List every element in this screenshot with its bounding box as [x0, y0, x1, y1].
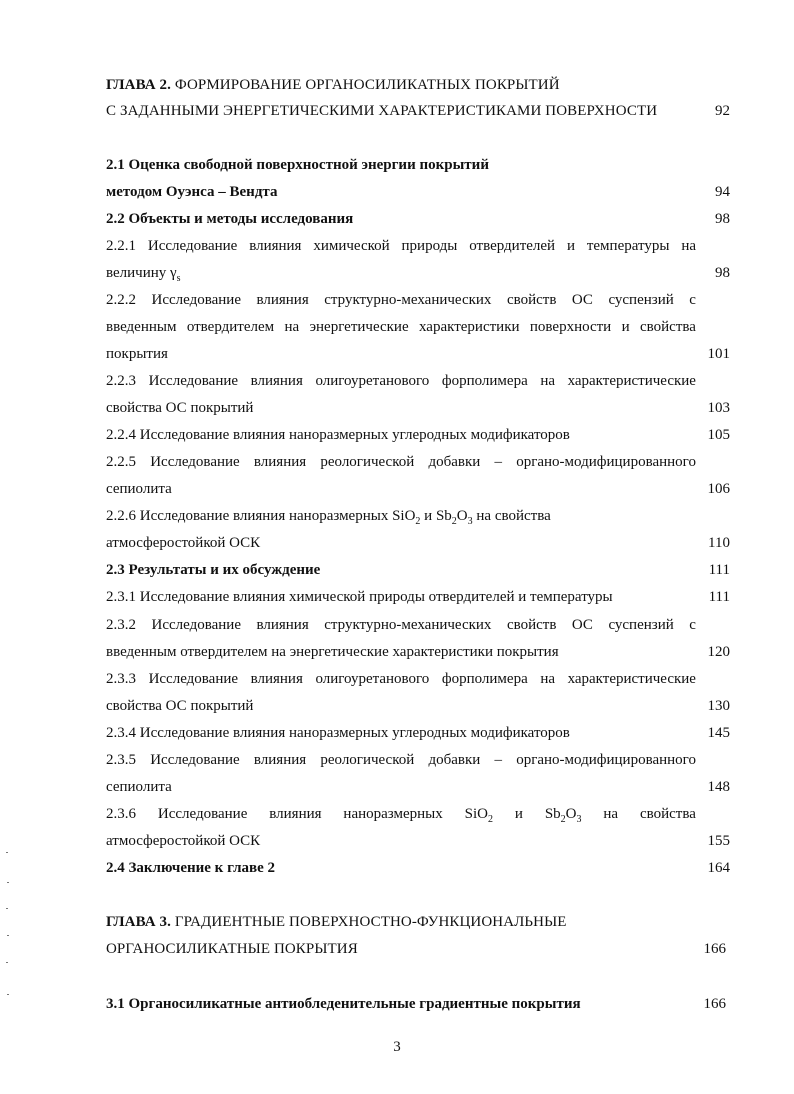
section-2-2-2-page: 101	[707, 346, 730, 362]
section-2-2-6-line1: 2.2.6 Исследование влияния наноразмерных SiO$_2$ и $Sb_2O_3$ на свойства	[106, 508, 551, 527]
section-2-3-page: 111	[708, 562, 730, 578]
section-2-3-6-page: 155	[707, 833, 730, 849]
section-2-2-5-line2: сепиолита	[106, 481, 172, 497]
chapter-3-label: ГЛАВА 3.	[106, 914, 171, 930]
section-2-2-6-page: 110	[708, 535, 730, 551]
section-2-2-1-line2: величину $\gamma_s$	[106, 265, 181, 284]
section-2-2-page: 98	[715, 211, 730, 227]
chapter-3-heading-line1	[106, 913, 567, 931]
chapter-2-title-part1: ФОРМИРОВАНИЕ ОРГАНОСИЛИКАТНЫХ ПОКРЫТИЙ	[170, 77, 560, 93]
chapter-2-heading-line2: С ЗАДАННЫМИ ЭНЕРГЕТИЧЕСКИМИ ХАРАКТЕРИСТИКАМИ ПОВЕРХНОСТИ	[106, 103, 658, 119]
section-2-3-6-line1: 2.3.6 Исследование влияния наноразмерных SiO$_2$ и $Sb_2O_3$ на свойства	[106, 806, 696, 825]
scan-speck	[6, 962, 8, 963]
chapter-3-heading-line2: ОРГАНОСИЛИКАТНЫЕ ПОКРЫТИЯ	[106, 941, 358, 957]
chapter-2-label: ГЛАВА 2.	[106, 77, 171, 93]
scan-speck	[7, 935, 9, 936]
scan-speck	[6, 852, 8, 853]
section-2-3-3-page: 130	[707, 698, 730, 714]
chapter-3-page: 166	[703, 941, 726, 957]
section-2-3-5-page: 148	[707, 779, 730, 795]
chapter-2-heading-line1	[106, 76, 560, 94]
section-2-2-5-page: 106	[707, 481, 730, 497]
section-2-4-page: 164	[707, 860, 730, 876]
section-2-3-1-page: 111	[708, 589, 730, 605]
section-2-2-2-line2: введенным отвердителем на энергетические характеристики поверхности и свойства	[106, 319, 696, 335]
scan-speck	[7, 994, 9, 995]
section-2-3-6-line2: атмосферостойкой ОСК	[106, 833, 261, 849]
section-2-1-page: 94	[715, 184, 730, 200]
section-2-2-3-page: 103	[707, 400, 730, 416]
chapter-3-title-part1: ГРАДИЕНТНЫЕ ПОВЕРХНОСТНО-ФУНКЦИОНАЛЬНЫЕ	[170, 914, 567, 930]
section-2-3-title: 2.3 Результаты и их обсуждение	[106, 562, 321, 578]
scan-speck	[7, 882, 9, 883]
chapter-2-page: 92	[715, 103, 730, 119]
section-2-1-title-line2: методом Оуэнса – Вендта	[106, 184, 278, 200]
section-2-3-2-page: 120	[707, 644, 730, 660]
section-2-3-3-line2: свойства ОС покрытий	[106, 698, 254, 714]
section-2-3-3-line1: 2.3.3 Исследование влияния олигоуретанового форполимера на характеристические	[106, 671, 696, 687]
scan-speck	[6, 908, 8, 909]
section-3-1-title: 3.1 Органосиликатные антиобледенительные градиентные покрытия	[106, 996, 581, 1012]
section-2-2-4-page: 105	[707, 427, 730, 443]
section-2-2-1-line1: 2.2.1 Исследование влияния химической природы отвердителей и температуры на	[106, 238, 696, 254]
section-2-1-title-line1: 2.1 Оценка свободной поверхностной энергии покрытий	[106, 157, 489, 173]
section-2-3-4-page: 145	[707, 725, 730, 741]
section-2-2-4-title: 2.2.4 Исследование влияния наноразмерных углеродных модификаторов	[106, 427, 570, 443]
section-3-1-page: 166	[703, 996, 726, 1012]
section-2-2-2-line1: 2.2.2 Исследование влияния структурно-механических свойств ОС суспензий с	[106, 292, 696, 308]
section-2-2-2-line3: покрытия	[106, 346, 168, 362]
section-2-4-title: 2.4 Заключение к главе 2	[106, 860, 276, 876]
section-2-2-6-line2: атмосферостойкой ОСК	[106, 535, 261, 551]
section-2-2-5-line1: 2.2.5 Исследование влияния реологической добавки – органо-модифицированного	[106, 454, 696, 470]
section-2-3-5-line1: 2.3.5 Исследование влияния реологической добавки – органо-модифицированного	[106, 752, 696, 768]
section-2-2-1-page: 98	[715, 265, 730, 281]
section-2-3-1-title: 2.3.1 Исследование влияния химической природы отвердителей и температуры	[106, 589, 613, 605]
page-number: 3	[393, 1039, 401, 1055]
section-2-3-4-title: 2.3.4 Исследование влияния наноразмерных углеродных модификаторов	[106, 725, 570, 741]
section-2-3-2-line1: 2.3.2 Исследование влияния структурно-механических свойств ОС суспензий с	[106, 617, 696, 633]
section-2-2-title: 2.2 Объекты и методы исследования	[106, 211, 354, 227]
section-2-3-5-line2: сепиолита	[106, 779, 172, 795]
section-2-2-3-line2: свойства ОС покрытий	[106, 400, 254, 416]
section-2-3-2-line2: введенным отвердителем на энергетические характеристики покрытия	[106, 644, 559, 660]
section-2-2-3-line1: 2.2.3 Исследование влияния олигоуретанового форполимера на характеристические	[106, 373, 696, 389]
